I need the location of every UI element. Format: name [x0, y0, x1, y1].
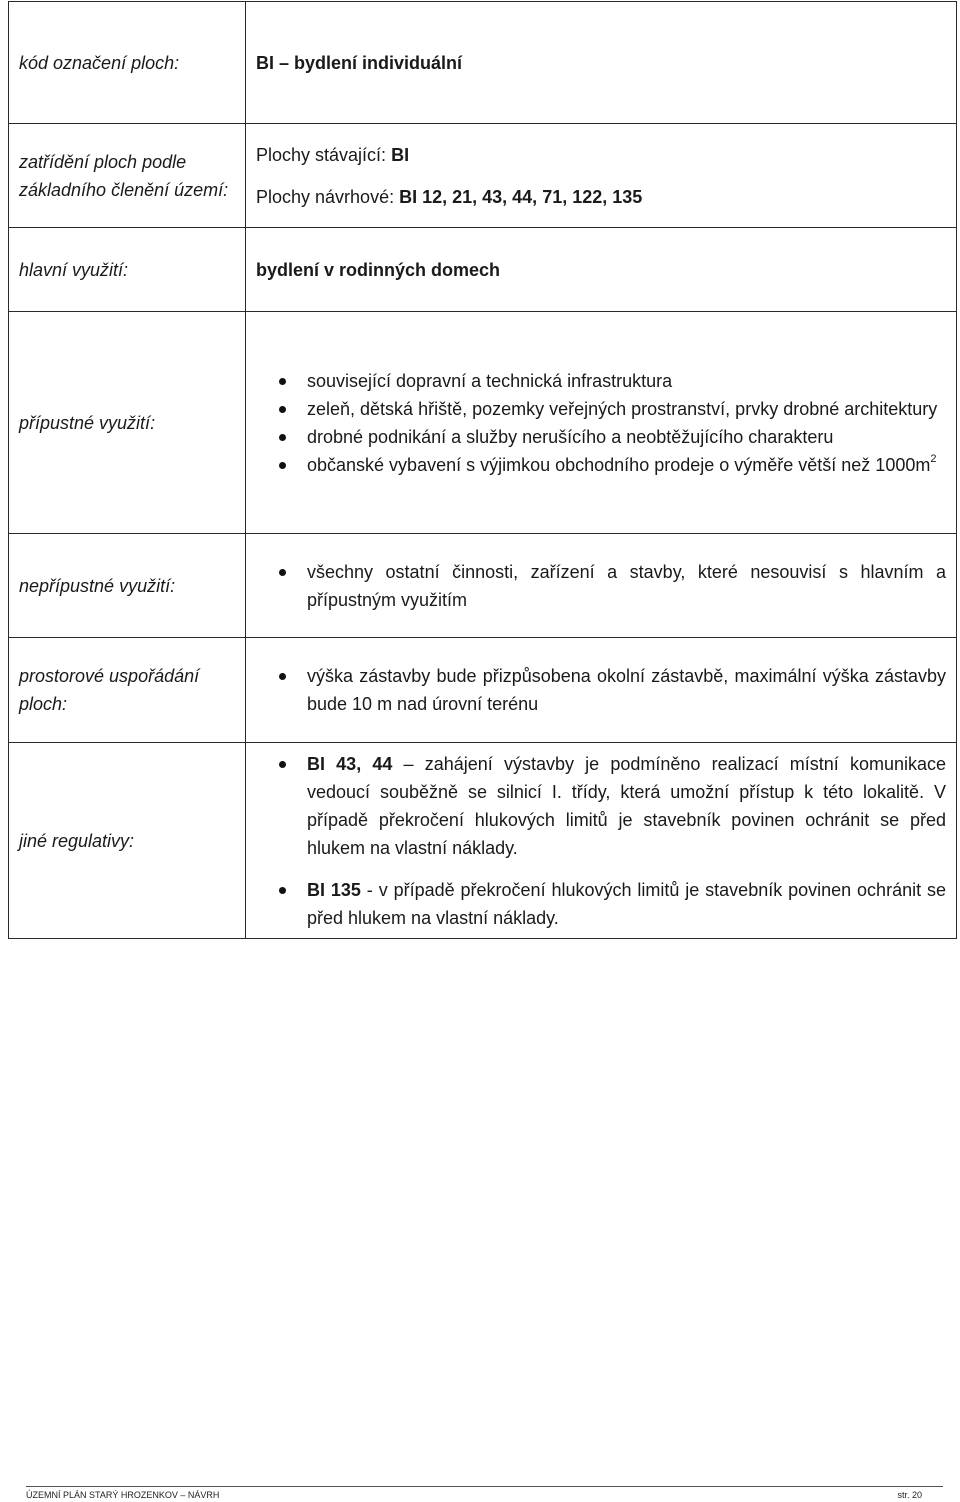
spatial-value [246, 638, 957, 743]
list-item [256, 750, 946, 862]
list-item-text: občanské vybavení s výjimkou obchodního prodeje o výměře větší než 1000m [307, 454, 931, 475]
proposed-label: Plochy návrhové: [256, 186, 395, 207]
footer-title: ÚZEMNÍ PLÁN STARÝ HROZENKOV – NÁVRH [26, 1490, 220, 1500]
permitted-use-value [246, 312, 957, 534]
existing-areas [256, 141, 946, 169]
permitted-use-list [256, 367, 946, 479]
row-other [9, 743, 957, 939]
footer-divider [26, 1486, 943, 1487]
prohibited-use-value [246, 534, 957, 638]
classification-label: zatřídění ploch podle základního členění území: [9, 124, 246, 228]
list-item-text: – zahájení výstavby je podmíněno realizací místní komunikace vedoucí souběžně se silnicí I. třídy, která umožní přístup k této lokalitě. V případě překročení hlukových limitů je stavebník povinen ochránit se před hlukem na vlastní náklady. [307, 753, 946, 858]
main-use-value [246, 228, 957, 312]
list-item-text: - v případě překročení hlukových limitů je stavebník povinen ochránit se před hlukem na vlastní náklady. [307, 879, 946, 928]
proposed-areas [256, 183, 946, 211]
other-label: jiné regulativy: [9, 743, 246, 939]
proposed-value: BI 12, 21, 43, 44, 71, 122, 135 [399, 186, 643, 207]
row-permitted-use [9, 312, 957, 534]
page-number: str. 20 [897, 1490, 922, 1500]
existing-value: BI [391, 144, 410, 165]
permitted-use-label: přípustné využití: [9, 312, 246, 534]
other-list [256, 750, 946, 932]
row-code [9, 2, 957, 124]
main-use-text: bydlení v rodinných domech [256, 259, 501, 280]
list-item: výška zástavby bude přizpůsobena okolní zástavbě, maximální výška zástavby bude 10 m nad úrovní terénu [256, 662, 946, 718]
prohibited-use-label: nepřípustné využití: [9, 534, 246, 638]
code-label: kód označení ploch: [9, 2, 246, 124]
list-item [256, 451, 946, 479]
list-item: zeleň, dětská hřiště, pozemky veřejných prostranství, prvky drobné architektury [256, 395, 946, 423]
classification-value [246, 124, 957, 228]
list-item: drobné podnikání a služby nerušícího a neobtěžujícího charakteru [256, 423, 946, 451]
list-item-bold: BI 43, 44 [307, 753, 393, 774]
list-item: související dopravní a technická infrastruktura [256, 367, 946, 395]
spatial-label: prostorové uspořádání ploch: [9, 638, 246, 743]
prohibited-use-list [256, 558, 946, 614]
code-value: BI – bydlení individuální [246, 2, 957, 124]
regulation-table [8, 1, 957, 939]
list-item [256, 876, 946, 932]
superscript: 2 [930, 452, 937, 465]
existing-label: Plochy stávající: [256, 144, 387, 165]
list-item-bold: BI 135 [307, 879, 361, 900]
main-use-label: hlavní využití: [9, 228, 246, 312]
row-prohibited-use [9, 534, 957, 638]
list-item: všechny ostatní činnosti, zařízení a stavby, které nesouvisí s hlavním a přípustným využitím [256, 558, 946, 614]
row-classification [9, 124, 957, 228]
row-main-use [9, 228, 957, 312]
row-spatial [9, 638, 957, 743]
spatial-list [256, 662, 946, 718]
other-value [246, 743, 957, 939]
